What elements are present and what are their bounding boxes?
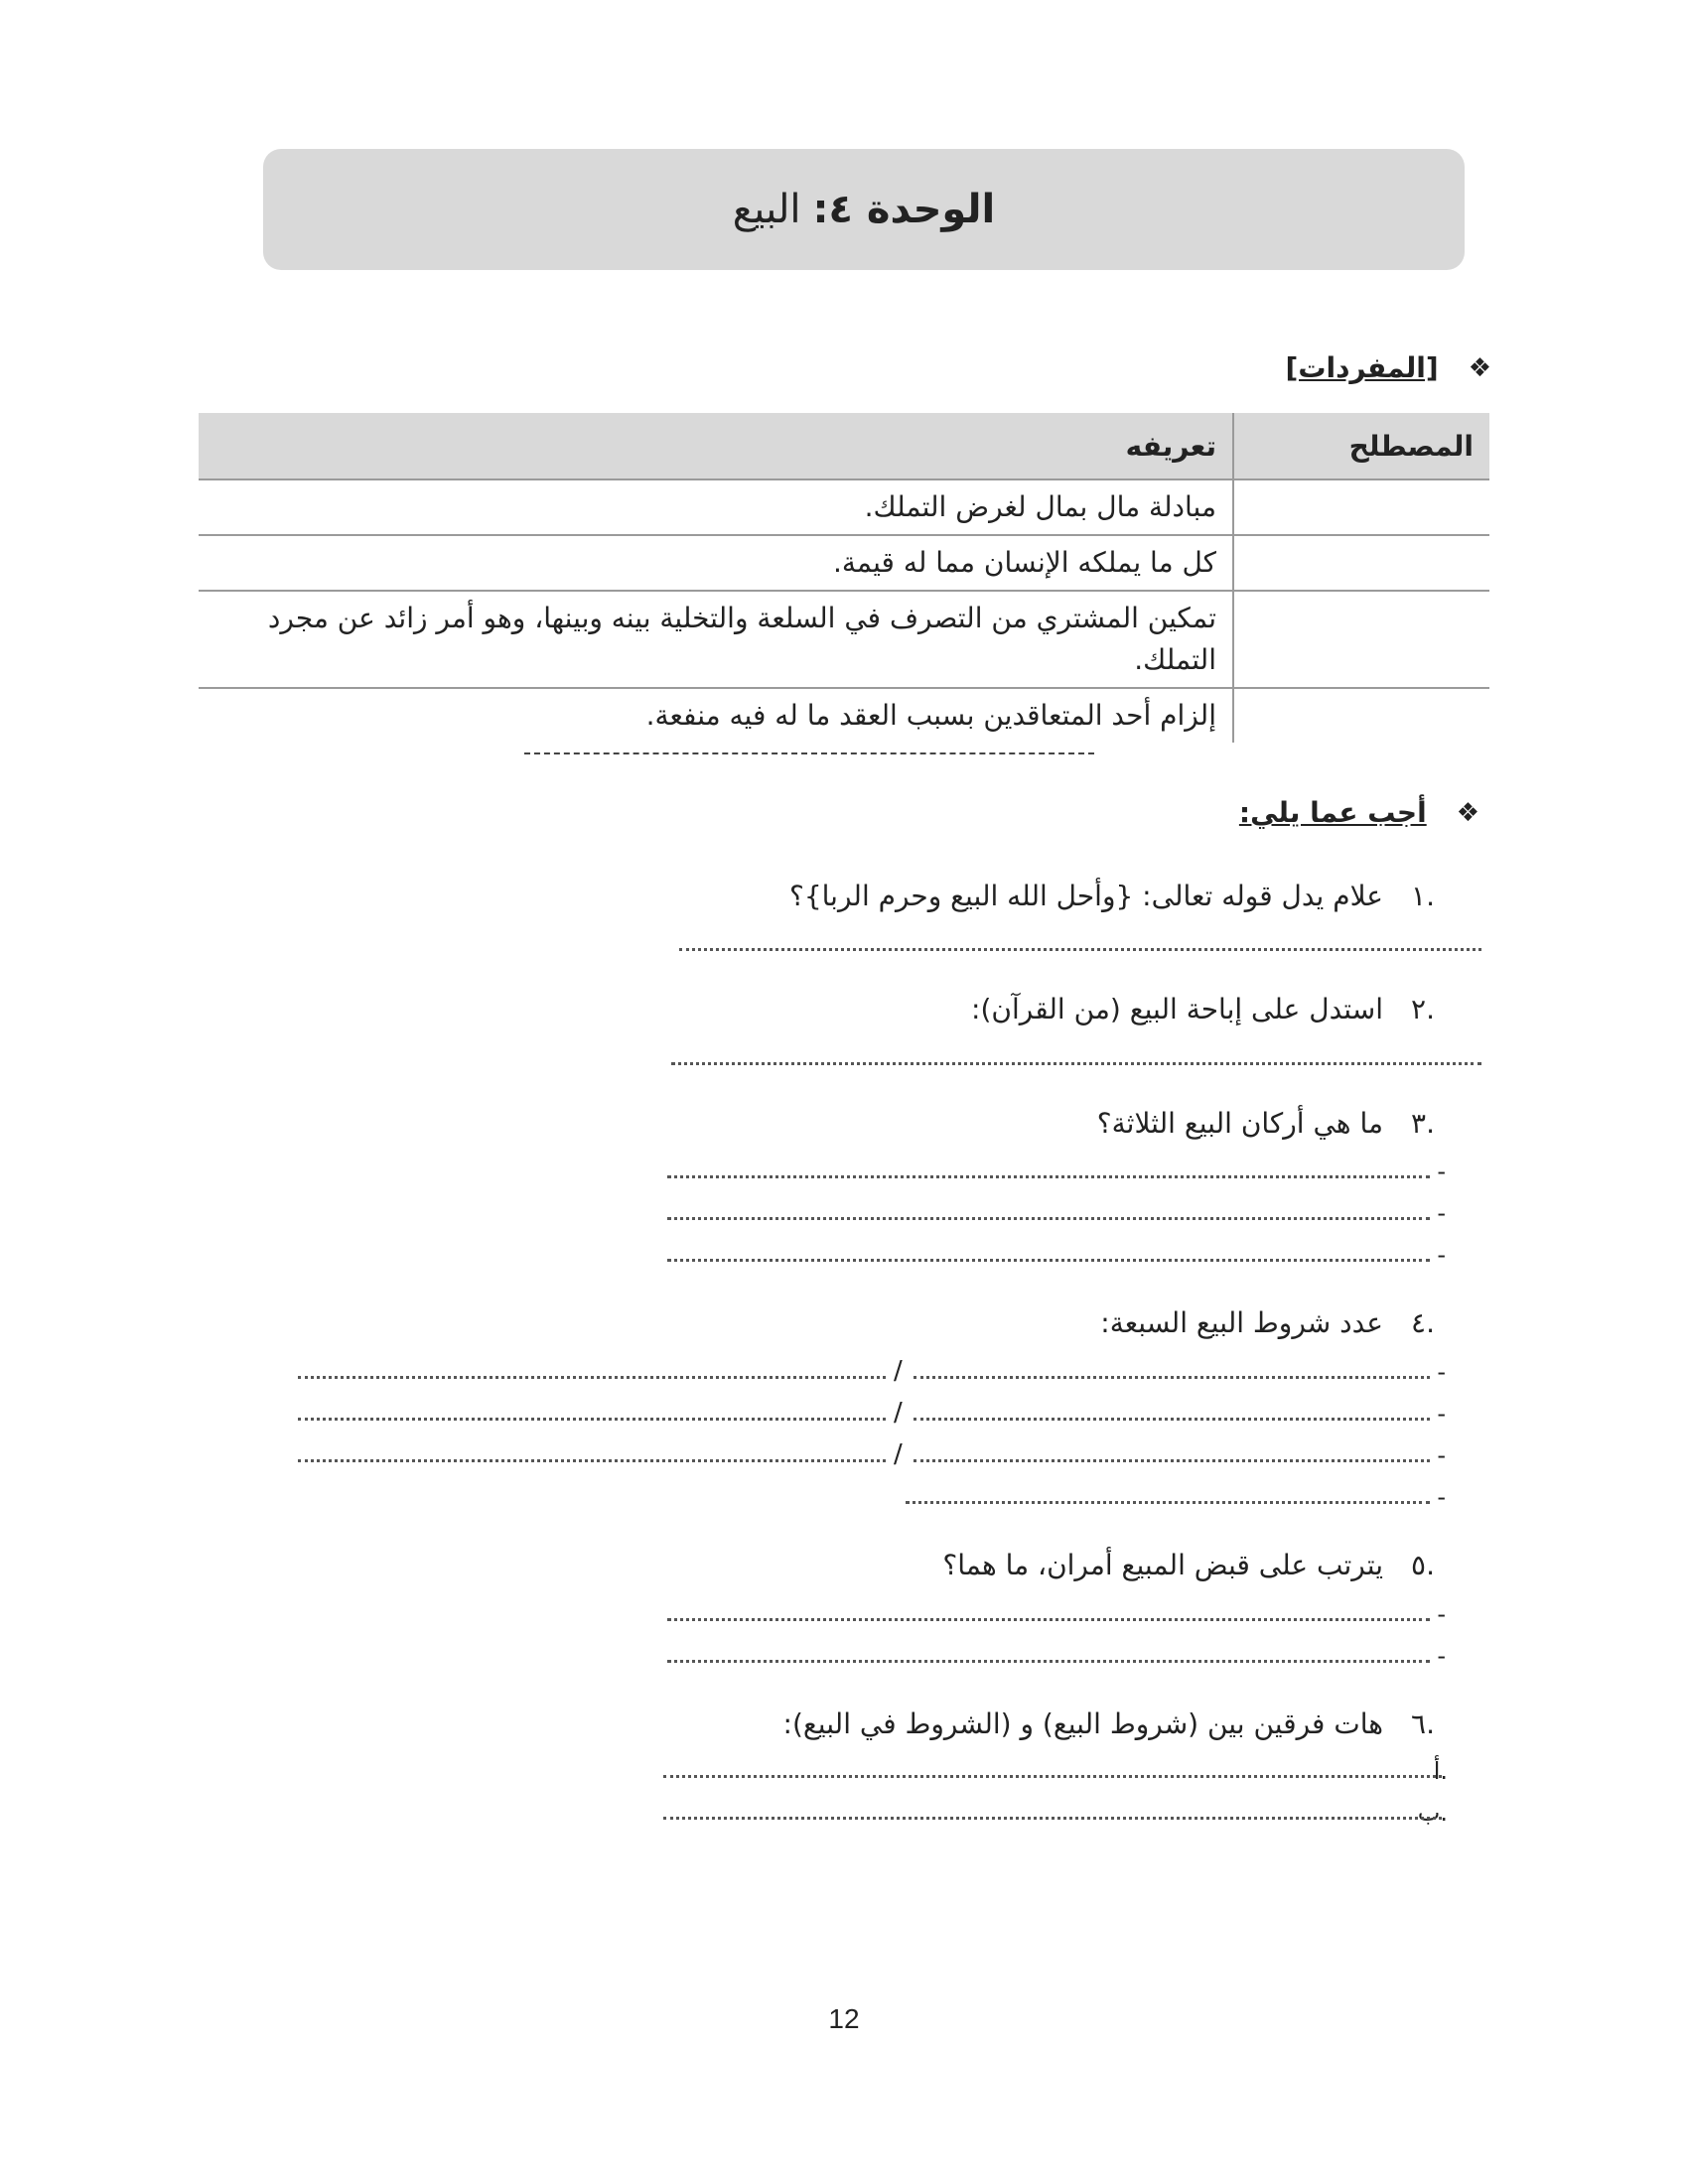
- diamond-bullet-icon: ❖: [1456, 797, 1479, 828]
- vocab-table: [199, 413, 1489, 743]
- definition-cell: مبادلة مال بمال لغرض التملك.: [199, 479, 1233, 535]
- question-number: .١: [1411, 880, 1435, 912]
- answer-line[interactable]: [298, 1376, 886, 1379]
- answer-line[interactable]: [914, 1418, 1430, 1421]
- term-column-header: المصطلح: [1233, 413, 1489, 479]
- list-dash: -: [1437, 1642, 1446, 1670]
- list-dash: -: [1437, 1600, 1446, 1628]
- table-row: [199, 688, 1489, 743]
- question-4: [1100, 1306, 1435, 1339]
- sub-item-label: .أ: [1433, 1757, 1448, 1785]
- unit-topic: البيع: [732, 187, 801, 232]
- answer-line[interactable]: [671, 1062, 1481, 1065]
- answer-line[interactable]: [914, 1459, 1430, 1462]
- definition-cell: تمكين المشتري من التصرف في السلعة والتخلية بينه وبينها، وهو أمر زائد عن مجرد التملك.: [199, 591, 1233, 688]
- answer-line[interactable]: [663, 1817, 1442, 1820]
- definition-column-header: تعريفه: [199, 413, 1233, 479]
- list-dash: -: [1437, 1441, 1446, 1469]
- question-number: .٣: [1411, 1107, 1435, 1140]
- answer-line[interactable]: [663, 1775, 1442, 1778]
- question-text: ما هي أركان البيع الثلاثة؟: [1096, 1107, 1383, 1140]
- answer-line[interactable]: [298, 1459, 886, 1462]
- sub-item-label: .ب: [1417, 1799, 1448, 1827]
- definition-cell: كل ما يملكه الإنسان مما له قيمة.: [199, 535, 1233, 591]
- definition-cell: إلزام أحد المتعاقدين بسبب العقد ما له فيه منفعة.: [645, 699, 1216, 732]
- answer-line[interactable]: [667, 1660, 1430, 1663]
- list-dash: -: [1437, 1158, 1446, 1185]
- answer-line[interactable]: [667, 1217, 1430, 1220]
- answer-line[interactable]: [667, 1175, 1430, 1178]
- answer-line[interactable]: [906, 1501, 1430, 1504]
- question-text: يترتب على قبض المبيع أمران، ما هما؟: [942, 1549, 1383, 1581]
- table-row: [199, 479, 1489, 535]
- pair-separator: /: [894, 1439, 903, 1469]
- answer-line[interactable]: [667, 1259, 1430, 1262]
- section-separator: [524, 752, 1094, 754]
- table-row: [199, 535, 1489, 591]
- questions-heading: [1239, 796, 1479, 829]
- question-6: [783, 1707, 1435, 1740]
- question-number: .٢: [1411, 993, 1435, 1025]
- page-number: 12: [828, 2003, 860, 2034]
- answer-line[interactable]: [914, 1376, 1430, 1379]
- list-dash: -: [1437, 1400, 1446, 1428]
- question-3: [1097, 1107, 1435, 1140]
- question-text: علام يدل قوله تعالى: {وأحل الله البيع وحرم الربا}؟: [788, 880, 1383, 912]
- table-header-row: [199, 413, 1489, 479]
- vocab-heading: [1286, 351, 1491, 384]
- question-number: .٦: [1411, 1707, 1435, 1740]
- answer-line[interactable]: [298, 1418, 886, 1421]
- term-cell[interactable]: [1233, 479, 1489, 535]
- questions-heading-label: أجب عما يلي:: [1238, 796, 1427, 829]
- list-dash: -: [1437, 1199, 1446, 1227]
- list-dash: -: [1437, 1483, 1446, 1511]
- question-number: .٥: [1411, 1549, 1435, 1581]
- term-cell[interactable]: [1233, 688, 1489, 743]
- question-5: [942, 1549, 1435, 1581]
- term-cell[interactable]: [1233, 535, 1489, 591]
- vocab-heading-label: [المفردات]: [1285, 351, 1439, 384]
- diamond-bullet-icon: ❖: [1468, 352, 1491, 383]
- table-row: [199, 591, 1489, 688]
- unit-title-box: [263, 149, 1465, 270]
- term-cell[interactable]: [1233, 591, 1489, 688]
- unit-label: الوحدة ٤:: [812, 187, 996, 232]
- question-text: عدد شروط البيع السبعة:: [1100, 1306, 1383, 1339]
- list-dash: -: [1437, 1358, 1446, 1386]
- question-number: .٤: [1411, 1306, 1435, 1339]
- answer-line[interactable]: [679, 948, 1481, 951]
- question-text: هات فرقين بين (شروط البيع) و (الشروط في البيع):: [782, 1707, 1383, 1740]
- question-1: [789, 880, 1435, 912]
- list-dash: -: [1437, 1241, 1446, 1269]
- question-2: [971, 993, 1435, 1025]
- answer-line[interactable]: [667, 1618, 1430, 1621]
- question-text: استدل على إباحة البيع (من القرآن):: [971, 993, 1383, 1025]
- pair-separator: /: [894, 1356, 903, 1386]
- pair-separator: /: [894, 1398, 903, 1428]
